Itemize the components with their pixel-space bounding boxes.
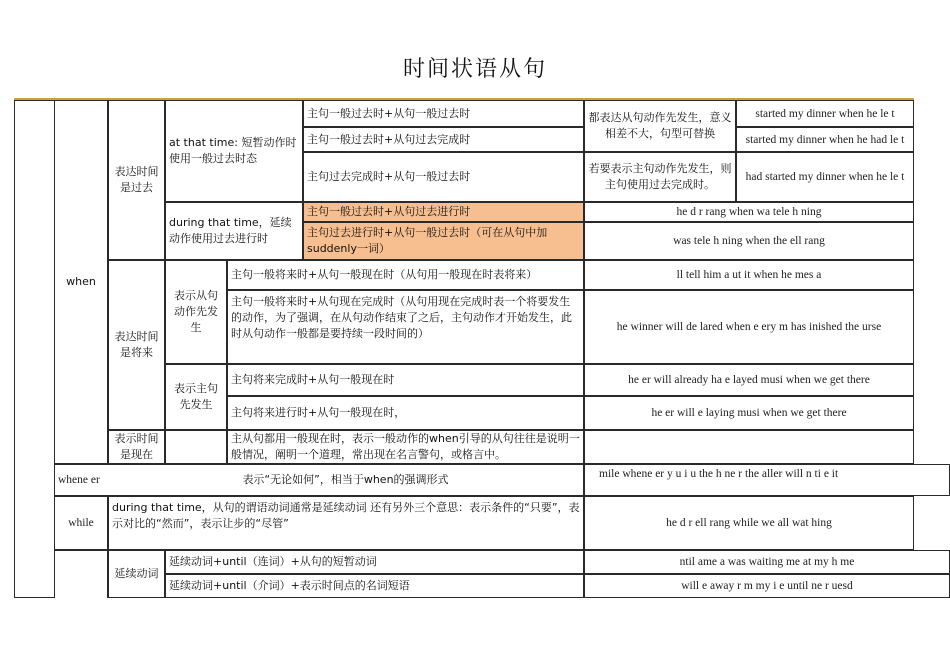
past-example-1: started my dinner when he le t [736, 100, 914, 127]
present-label: 表示时间是现在 [108, 430, 165, 464]
future-label: 表达时间是将来 [108, 260, 165, 430]
past-example-5: was tele h ning when the ell rang [584, 222, 914, 260]
past-example-4: he d r rang when wa tele h ning [584, 202, 914, 222]
until-label: 延续动词 [108, 550, 165, 598]
while-label: while [54, 496, 108, 550]
past-rule-1: 主句一般过去时+从句一般过去时 [303, 100, 584, 127]
left-spine [14, 100, 54, 598]
while-example: he d r ell rang while we all wat hing [584, 496, 914, 550]
past-sub1-label: at that time: 短暂动作时使用一般过去时态 [165, 100, 303, 202]
until-example-2: will e away r m my i e until ne r uesd [584, 574, 950, 598]
whenever-label: whene er [54, 464, 108, 496]
future-example-4: he er will e laying musi when we get there [584, 396, 914, 430]
present-example [584, 430, 914, 464]
future-example-1: ll tell him a ut it when he mes a [584, 260, 914, 290]
past-note-2: 若要表示主句动作先发生，则主句使用过去完成时。 [584, 152, 736, 202]
past-rule-5: 主句过去进行时+从句一般过去时（可在从句中加suddenly一词） [303, 222, 584, 260]
future-rule-3: 主句将来完成时+从句一般现在时 [227, 364, 584, 396]
future-example-2: he winner will de lared when e ery m has inished the urse [584, 290, 914, 364]
whenever-rule: 表示“无论如何”，相当于when的强调形式 [108, 464, 584, 496]
until-example-1: ntil ame a was waiting me at my h me [584, 550, 950, 574]
past-label: 表达时间是过去 [108, 100, 165, 260]
past-note-1: 都表达从句动作先发生，意义相差不大，句型可替换 [584, 100, 736, 152]
future-example-3: he er will already ha e layed musi when we get there [584, 364, 914, 396]
while-rule: during that time，从句的谓语动词通常是延续动词 还有另外三个意思：表示条件的“只要”，表示对比的“然而”，表示让步的“尽管” [108, 496, 584, 550]
present-rule: 主从句都用一般现在时，表示一般动作的when引导的从句往往是说明一般情况，阐明一个道理，常出现在名言警句，或格言中。 [227, 430, 584, 464]
future-rule-2: 主句一般将来时+从句现在完成时（从句用现在完成时表一个将要发生的动作，为了强调，在从句动作结束了之后，主句动作才开始发生，此时从句动作一般都是要持续一段时间的） [227, 290, 584, 364]
future-rule-4: 主句将来进行时+从句一般现在时， [227, 396, 584, 430]
future-rule-1: 主句一般将来时+从句一般现在时（从句用一般现在时表将来） [227, 260, 584, 290]
past-rule-3: 主句过去完成时+从句一般过去时 [303, 152, 584, 202]
until-rule-1: 延续动词+until（连词）+从句的短暂动词 [165, 550, 584, 574]
past-sub2-label: during that time，延续动作使用过去进行时 [165, 202, 303, 260]
past-rule-2: 主句一般过去时+从句过去完成时 [303, 127, 584, 152]
when-label: when [54, 100, 108, 464]
past-rule-4: 主句一般过去时+从句过去进行时 [303, 202, 584, 222]
future-main-first-label: 表示主句先发生 [165, 364, 227, 430]
past-example-2: started my dinner when he had le t [736, 127, 914, 152]
until-col [54, 550, 108, 598]
whenever-example: mile whene er y u i u the h ne r the aller will n ti e it [584, 464, 950, 496]
present-blank [165, 430, 227, 464]
future-clause-first-label: 表示从句动作先发生 [165, 260, 227, 364]
page-title: 时间状语从句 [402, 57, 547, 82]
past-example-3: had started my dinner when he le t [736, 152, 914, 202]
until-rule-2: 延续动词+until（介词）+表示时间点的名词短语 [165, 574, 584, 598]
